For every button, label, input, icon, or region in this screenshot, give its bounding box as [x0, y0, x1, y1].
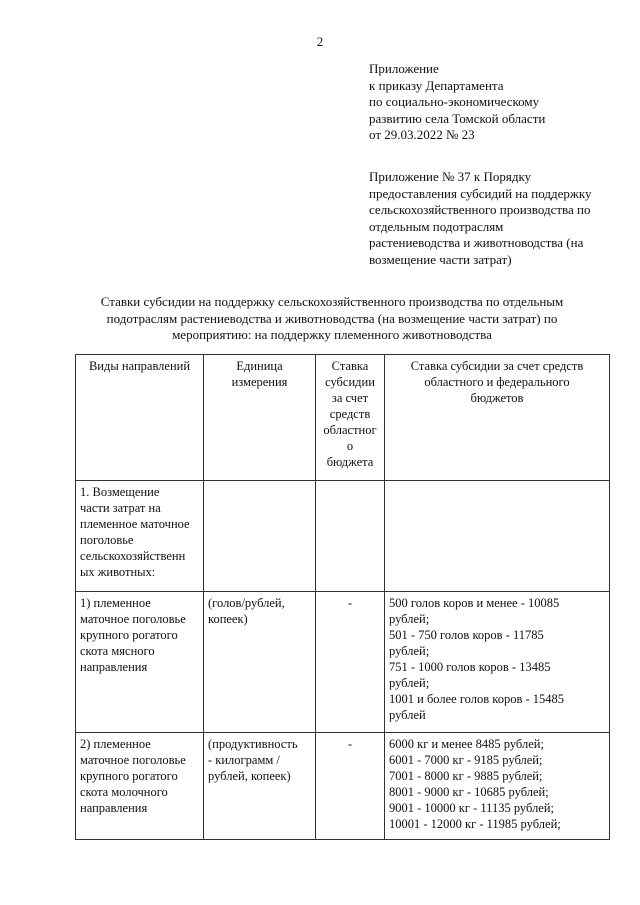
cell-text: 8001 - 9000 кг - 10685 рублей;: [389, 785, 549, 799]
annex-line: предоставления субсидий на поддержку: [369, 185, 592, 201]
cell-text: поголовье: [80, 533, 134, 547]
cell-text: копеек): [208, 612, 248, 626]
title-line: мероприятию: на поддержку племенного животноводства: [172, 327, 492, 342]
header-text: субсидии: [325, 375, 375, 389]
row2-regional-cell: -: [316, 733, 385, 840]
cell-text: маточное поголовье: [80, 612, 186, 626]
cell-text: маточное поголовье: [80, 753, 186, 767]
header-text: средств: [329, 407, 371, 421]
title-line: Ставки субсидии на поддержку сельскохозяйственного производства по отдельным: [100, 294, 564, 309]
title-line: подотраслям растениеводства и животноводства (на возмещение части затрат) по: [106, 310, 558, 326]
header-directions: [76, 355, 204, 481]
row1-regional-cell: -: [316, 592, 385, 733]
cell-text: части затрат на: [80, 501, 161, 515]
cell-text: направления: [80, 660, 148, 674]
annex-line: Приложение № 37 к Порядку: [369, 169, 532, 184]
row2-combined-cell: [385, 733, 610, 840]
header-text: областног: [323, 423, 377, 437]
section-regional-cell: [316, 481, 385, 592]
subsidy-rates-table: [75, 354, 610, 840]
cell-text: сельскохозяйственн: [80, 549, 186, 563]
section-directions-cell: [76, 481, 204, 592]
cell-text: - килограмм /: [208, 753, 280, 767]
section-combined-cell: [385, 481, 610, 592]
table-row: [76, 592, 610, 733]
cell-text: крупного рогатого: [80, 769, 178, 783]
table-header-row: [76, 355, 610, 481]
cell-text: рублей;: [389, 612, 430, 626]
section-unit-cell: [204, 481, 316, 592]
cell-text: 1001 и более голов коров - 15485: [389, 692, 565, 706]
cell-text: рублей: [389, 708, 426, 722]
cell-text: 501 - 750 голов коров - 11785: [389, 628, 544, 642]
approval-block: [369, 61, 609, 144]
annex-line: отдельным подотраслям: [369, 218, 504, 234]
cell-text: рублей;: [389, 676, 430, 690]
annex-block: [369, 169, 619, 268]
cell-text: 1) племенное: [80, 596, 151, 610]
annex-line: сельскохозяйственного производства по: [369, 202, 591, 217]
row1-combined-cell: [385, 592, 610, 733]
cell-text: скота мясного: [80, 644, 155, 658]
cell-text: (продуктивность: [208, 737, 298, 751]
cell-text: рублей, копеек): [208, 769, 291, 783]
cell-text: крупного рогатого: [80, 628, 178, 642]
cell-text: направления: [80, 801, 148, 815]
row2-unit-cell: [204, 733, 316, 840]
header-text: Ставка субсидии за счет средств: [410, 359, 584, 373]
approval-line: Приложение: [369, 61, 439, 76]
cell-text: 10001 - 12000 кг - 11985 рублей;: [389, 817, 561, 831]
row2-directions-cell: [76, 733, 204, 840]
approval-line: к приказу Департамента: [369, 77, 504, 93]
cell-text: 2) племенное: [80, 737, 151, 751]
approval-line: развитию села Томской области: [369, 110, 546, 126]
approval-line: по социально-экономическому: [369, 94, 540, 109]
header-text: измерения: [231, 375, 288, 389]
cell-text: (голов/рублей,: [208, 596, 285, 610]
cell-text: 9001 - 10000 кг - 11135 рублей;: [389, 801, 555, 815]
header-text: областного и федерального: [424, 375, 570, 389]
header-unit: [204, 355, 316, 481]
annex-line: растениеводства и животноводства (на: [369, 235, 584, 250]
row1-directions-cell: [76, 592, 204, 733]
header-regional-rate: [316, 355, 385, 481]
page-number: 2: [316, 34, 324, 49]
cell-text: 6000 кг и менее 8485 рублей;: [389, 737, 544, 751]
header-text: Единица: [236, 359, 283, 373]
header-text: бюджета: [326, 455, 374, 469]
header-combined-rate: [385, 355, 610, 481]
header-text: Ставка: [331, 359, 369, 373]
cell-text: 751 - 1000 голов коров - 13485: [389, 660, 551, 674]
cell-text: племенное маточное: [80, 517, 190, 531]
cell-text: скота молочного: [80, 785, 168, 799]
header-text: бюджетов: [470, 391, 524, 405]
table-row: [76, 733, 610, 840]
row1-unit-cell: [204, 592, 316, 733]
annex-line: возмещение части затрат): [369, 251, 512, 267]
cell-text: ых животных:: [80, 565, 156, 579]
cell-text: 1. Возмещение: [80, 485, 160, 499]
header-text: за счет: [331, 391, 369, 405]
document-title: [70, 294, 594, 344]
cell-text: 500 голов коров и менее - 10085: [389, 596, 560, 610]
approval-line: от 29.03.2022 № 23: [369, 127, 475, 142]
table-section-row: [76, 481, 610, 592]
cell-text: 6001 - 7000 кг - 9185 рублей;: [389, 753, 543, 767]
header-text: о: [346, 439, 354, 453]
cell-text: рублей;: [389, 644, 430, 658]
header-text: Виды направлений: [88, 359, 191, 373]
cell-text: 7001 - 8000 кг - 9885 рублей;: [389, 769, 543, 783]
